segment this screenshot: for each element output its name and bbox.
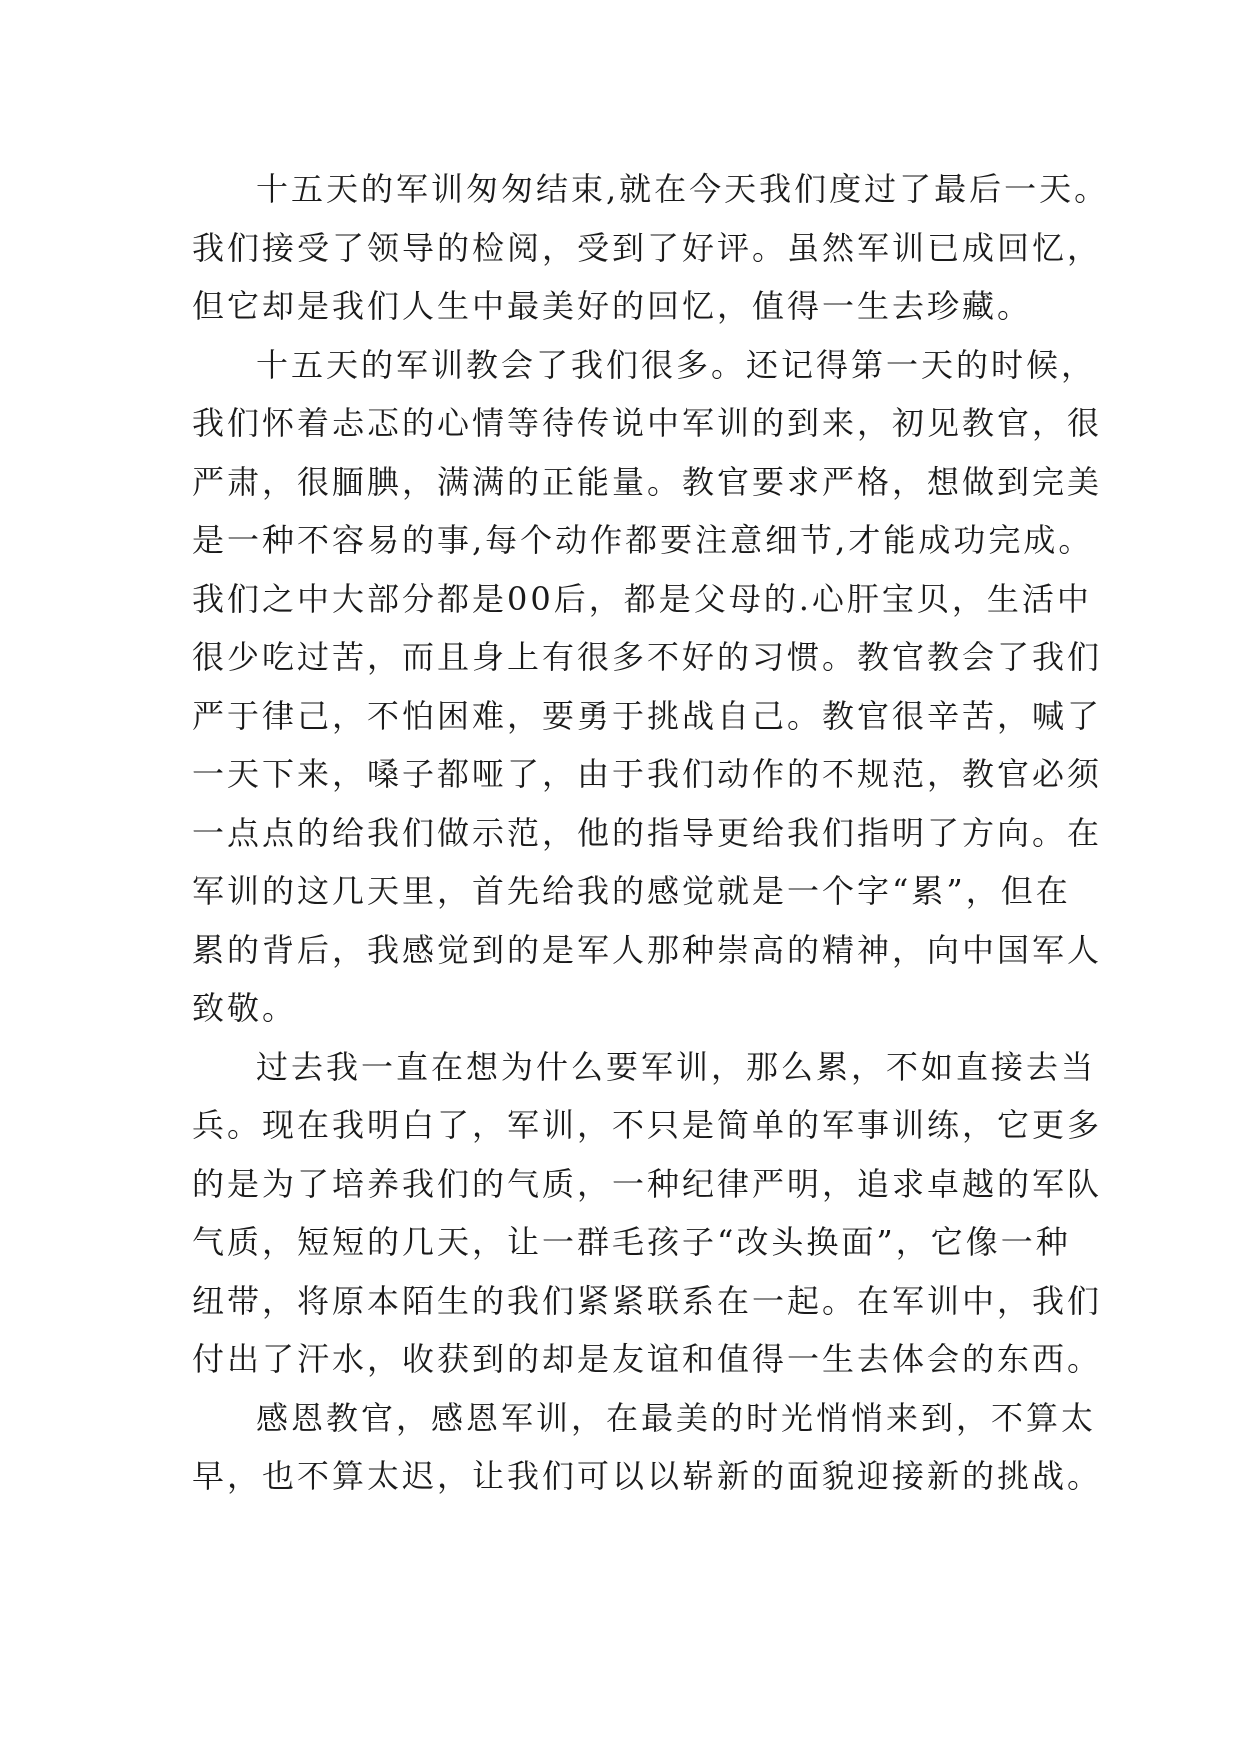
- paragraph-line: 十五天的军训匆匆结束,就在今天我们度过了最后一天。: [256, 170, 1110, 208]
- paragraph-line: 军训的这几天里，首先给我的感觉就是一个字“累”，但在: [192, 872, 1071, 910]
- paragraph-line: 纽带，将原本陌生的我们紧紧联系在一起。在军训中，我们: [192, 1281, 1103, 1320]
- paragraph-line: 一点点的给我们做示范，他的指导更给我们指明了方向。在: [192, 813, 1103, 852]
- paragraph-line: 感恩教官，感恩军训，在最美的时光悄悄来到，不算太: [256, 1398, 1097, 1437]
- paragraph-line: 气质，短短的几天，让一群毛孩子“改头换面”，它像一种: [192, 1223, 1071, 1261]
- paragraph-line: 很少吃过苦，而且身上有很多不好的习惯。教官教会了我们: [192, 638, 1103, 676]
- paragraph-line: 致敬。: [192, 989, 298, 1027]
- essay-body: [192, 160, 1110, 1506]
- paragraph-line: 严于律己，不怕困难，要勇于挑战自己。教官很辛苦，喊了: [192, 696, 1103, 735]
- paragraph-line: 严肃，很腼腆，满满的正能量。教官要求严格，想做到完美: [192, 462, 1103, 501]
- paragraph-line: 累的背后，我感觉到的是军人那种崇高的精神，向中国军人: [192, 930, 1103, 969]
- paragraph-3: [192, 1038, 1103, 1389]
- paragraph-line: 过去我一直在想为什么要军训，那么累，不如直接去当: [256, 1047, 1097, 1086]
- paragraph-line: 十五天的军训教会了我们很多。还记得第一天的时候，: [256, 345, 1097, 384]
- paragraph-line: 付出了汗水，收获到的却是友谊和值得一生去体会的东西。: [192, 1340, 1103, 1378]
- paragraph-line: 我们之中大部分都是00后，都是父母的.心肝宝贝，生活中: [192, 579, 1092, 618]
- paragraph-line: 我们怀着忐忑的心情等待传说中军训的到来，初见教官，很: [192, 404, 1103, 442]
- paragraph-2: [192, 336, 1103, 1038]
- paragraph-line: 的是为了培养我们的气质，一种纪律严明，追求卓越的军队: [192, 1164, 1103, 1203]
- paragraph-line: 我们接受了领导的检阅，受到了好评。虽然军训已成回忆，: [192, 228, 1103, 267]
- paragraph-line: 是一种不容易的事,每个动作都要注意细节,才能成功完成。: [192, 521, 1094, 559]
- paragraph-line: 兵。现在我明白了，军训，不只是简单的军事训练，它更多: [192, 1106, 1103, 1144]
- paragraph-line: 早，也不算太迟，让我们可以以崭新的面貌迎接新的挑战。: [192, 1457, 1103, 1495]
- paragraph-4: [192, 1389, 1103, 1506]
- paragraph-line: 但它却是我们人生中最美好的回忆，值得一生去珍藏。: [192, 287, 1033, 325]
- paragraph-1: [192, 160, 1110, 336]
- paragraph-line: 一天下来，嗓子都哑了，由于我们动作的不规范，教官必须: [192, 755, 1103, 793]
